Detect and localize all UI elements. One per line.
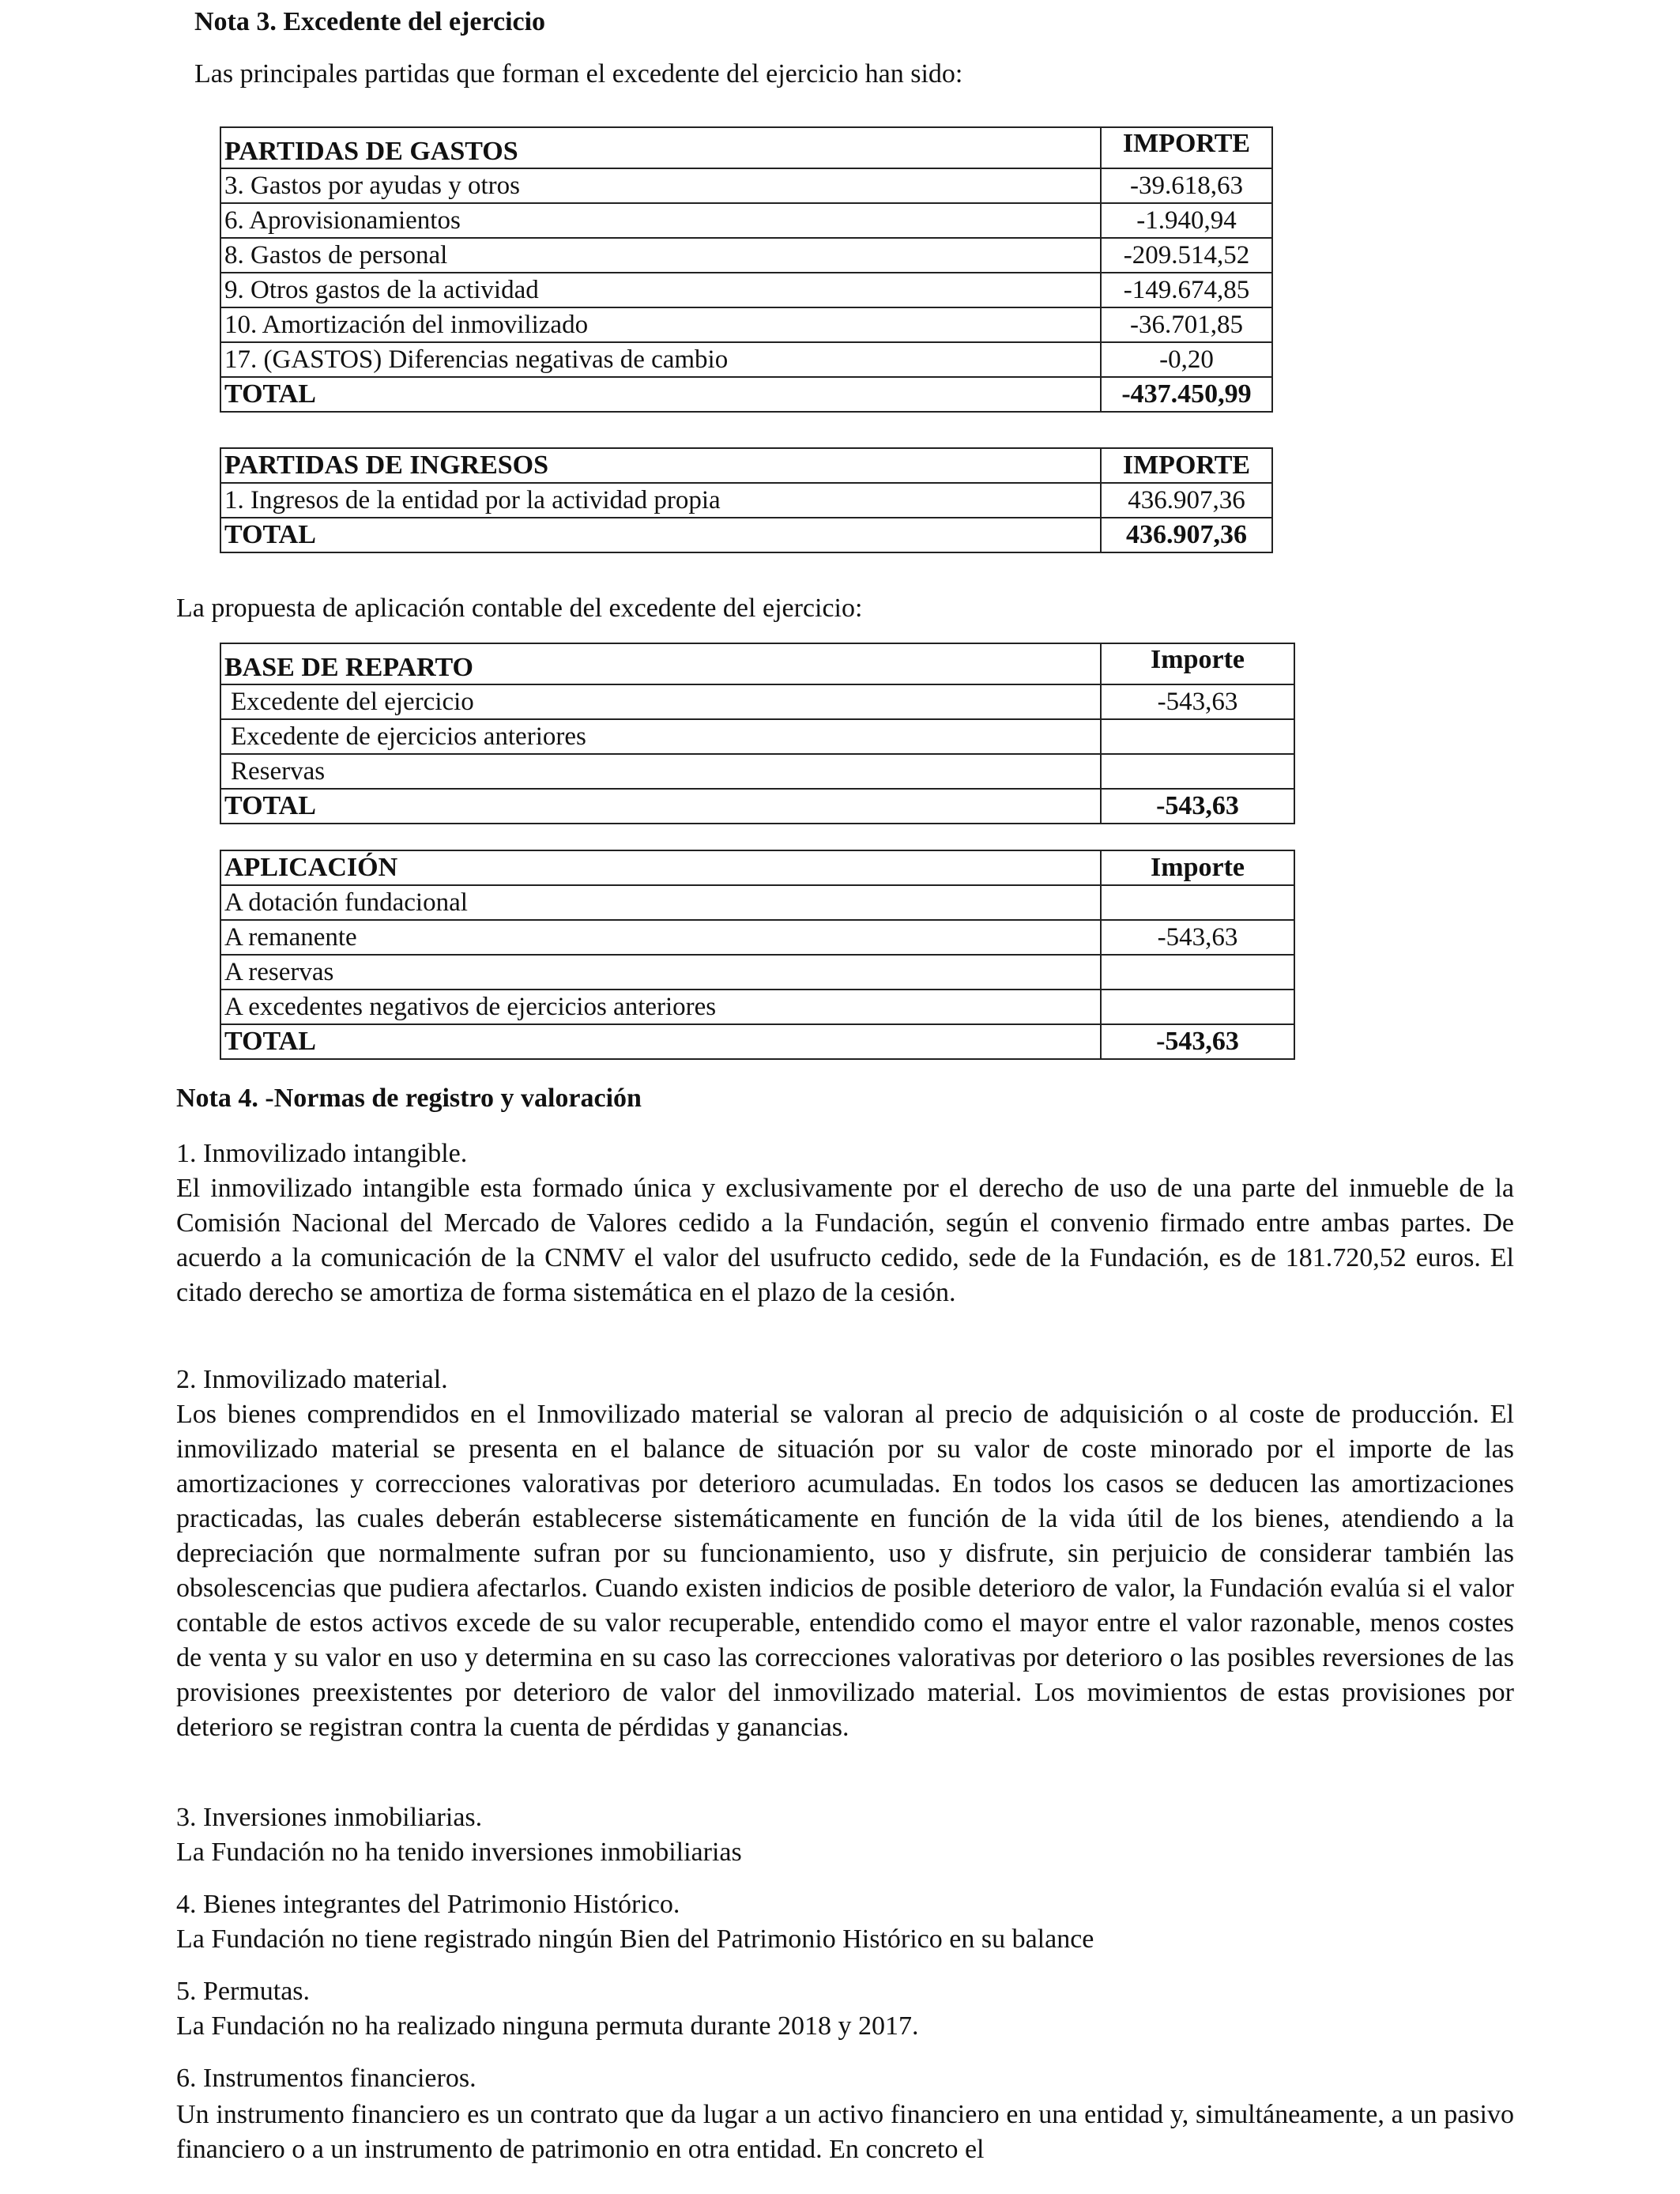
table-row <box>220 273 1272 307</box>
gastos-row-amount: -0,20 <box>1101 342 1272 377</box>
base-row-amount: -543,63 <box>1101 684 1294 719</box>
aplicacion-row-amount: -543,63 <box>1101 920 1294 955</box>
gastos-row-label: 10. Amortización del inmovilizado <box>220 307 1101 342</box>
section-title-inversiones: 3. Inversiones inmobiliarias. <box>176 1803 483 1832</box>
table-row <box>220 684 1294 719</box>
base-row-label: Excedente de ejercicios anteriores <box>220 719 1101 754</box>
aplicacion-table <box>220 850 1295 1060</box>
gastos-table <box>220 126 1273 413</box>
nota4-title: Nota 4. -Normas de registro y valoración <box>176 1084 642 1113</box>
section-title-inmovilizado-material: 2. Inmovilizado material. <box>176 1365 448 1394</box>
ingresos-total-label: TOTAL <box>220 518 1101 552</box>
base-total-label: TOTAL <box>220 789 1101 824</box>
gastos-row-label: 6. Aprovisionamientos <box>220 203 1101 238</box>
ingresos-table <box>220 447 1273 553</box>
ingresos-total-amount: 436.907,36 <box>1101 518 1272 552</box>
base-row-amount <box>1101 754 1294 789</box>
aplicacion-row-amount <box>1101 885 1294 920</box>
gastos-row-amount: -36.701,85 <box>1101 307 1272 342</box>
gastos-row-amount: -149.674,85 <box>1101 273 1272 307</box>
section-text-instrumentos: Un instrumento financiero es un contrato que da lugar a un activo financiero en una entidad y, simultáneamente, a un pasivo financiero o a un instrumento de patrimonio en otra entidad. En concreto el <box>176 2100 1514 2164</box>
aplicacion-total-amount: -543,63 <box>1101 1024 1294 1059</box>
table-row <box>220 342 1272 377</box>
section-title-patrimonio: 4. Bienes integrantes del Patrimonio Histórico. <box>176 1890 680 1919</box>
table-row <box>220 754 1294 789</box>
aplicacion-header-label: APLICACIÓN <box>220 850 1101 885</box>
aplicacion-row-label: A reservas <box>220 955 1101 990</box>
propuesta-text: La propuesta de aplicación contable del excedente del ejercicio: <box>176 594 863 623</box>
gastos-row-amount: -39.618,63 <box>1101 168 1272 203</box>
ingresos-header-label: PARTIDAS DE INGRESOS <box>220 448 1101 483</box>
ingresos-row-label: 1. Ingresos de la entidad por la actividad propia <box>220 483 1101 518</box>
aplicacion-row-label: A dotación fundacional <box>220 885 1101 920</box>
base-row-label: Excedente del ejercicio <box>220 684 1101 719</box>
section-title-instrumentos: 6. Instrumentos financieros. <box>176 2064 477 2093</box>
table-header-row <box>220 850 1294 885</box>
section-title-permutas: 5. Permutas. <box>176 1977 311 2006</box>
table-total-row <box>220 377 1272 412</box>
section-text-permutas: La Fundación no ha realizado ninguna permuta durante 2018 y 2017. <box>176 2011 919 2041</box>
table-row <box>220 719 1294 754</box>
aplicacion-total-label: TOTAL <box>220 1024 1101 1059</box>
nota3-title: Nota 3. Excedente del ejercicio <box>194 7 546 36</box>
section-text-inversiones: La Fundación no ha tenido inversiones inmobiliarias <box>176 1838 742 1867</box>
base-header-label: BASE DE REPARTO <box>220 643 1101 684</box>
gastos-row-label: 9. Otros gastos de la actividad <box>220 273 1101 307</box>
table-row <box>220 168 1272 203</box>
ingresos-header-amount: IMPORTE <box>1101 448 1272 483</box>
gastos-header-label: PARTIDAS DE GASTOS <box>220 127 1101 168</box>
table-row <box>220 920 1294 955</box>
base-row-label: Reservas <box>220 754 1101 789</box>
gastos-row-amount: -1.940,94 <box>1101 203 1272 238</box>
table-total-row <box>220 1024 1294 1059</box>
table-row <box>220 955 1294 990</box>
nota3-intro: Las principales partidas que forman el excedente del ejercicio han sido: <box>194 59 963 89</box>
section-text-patrimonio: La Fundación no tiene registrado ningún Bien del Patrimonio Histórico en su balance <box>176 1924 1094 1954</box>
table-header-row <box>220 127 1272 168</box>
table-header-row <box>220 643 1294 684</box>
table-total-row <box>220 518 1272 552</box>
section-text-inmovilizado-intangible: El inmovilizado intangible esta formado única y exclusivamente por el derecho de uso de una parte del inmueble de la Comisión Nacional del Mercado de Valores cedido a la Fundación, según el convenio firmado entre ambas partes. De acuerdo a la comunicación de la CNMV el valor del usufructo cedido, sede de la Fundación, es de 181.720,52 euros. El citado derecho se amortiza de forma sistemática en el plazo de la cesión. <box>176 1174 1514 1307</box>
aplicacion-row-label: A excedentes negativos de ejercicios anteriores <box>220 990 1101 1024</box>
base-reparto-table <box>220 643 1295 824</box>
gastos-row-label: 17. (GASTOS) Diferencias negativas de cambio <box>220 342 1101 377</box>
section-title-inmovilizado-intangible: 1. Inmovilizado intangible. <box>176 1139 468 1168</box>
gastos-total-label: TOTAL <box>220 377 1101 412</box>
section-text-inmovilizado-material: Los bienes comprendidos en el Inmovilizado material se valoran al precio de adquisición o al coste de producción. El inmovilizado material se presenta en el balance de situación por su valor de coste minorado por el importe de las amortizaciones y correcciones valorativas por deterioro acumuladas. En todos los casos se deducen las amortizaciones practicadas, las cuales deberán establecerse sistemáticamente en función de la vida útil de los bienes, atendiendo a la depreciación que normalmente sufran por su funcionamiento, uso y disfrute, sin perjuicio de considerar también las obsolescencias que pudiera afectarlos. Cuando existen indicios de posible deterioro de valor, la Fundación evalúa si el valor contable de estos activos excede de su valor recuperable, entendido como el mayor entre el valor razonable, menos costes de venta y su valor en uso y determina en su caso las correcciones valorativas por deterioro o las posibles reversiones de las provisiones preexistentes por deterioro de valor del inmovilizado material. Los movimientos de estas provisiones por deterioro se registran contra la cuenta de pérdidas y ganancias. <box>176 1400 1514 1742</box>
table-row <box>220 885 1294 920</box>
gastos-header-amount: IMPORTE <box>1101 127 1272 168</box>
aplicacion-row-label: A remanente <box>220 920 1101 955</box>
gastos-row-label: 8. Gastos de personal <box>220 238 1101 273</box>
table-row <box>220 990 1294 1024</box>
table-row <box>220 203 1272 238</box>
table-row <box>220 307 1272 342</box>
gastos-total-amount: -437.450,99 <box>1101 377 1272 412</box>
ingresos-row-amount: 436.907,36 <box>1101 483 1272 518</box>
aplicacion-header-amount: Importe <box>1101 850 1294 885</box>
base-row-amount <box>1101 719 1294 754</box>
table-total-row <box>220 789 1294 824</box>
table-row <box>220 238 1272 273</box>
gastos-row-label: 3. Gastos por ayudas y otros <box>220 168 1101 203</box>
table-header-row <box>220 448 1272 483</box>
aplicacion-row-amount <box>1101 955 1294 990</box>
base-header-amount: Importe <box>1101 643 1294 684</box>
gastos-row-amount: -209.514,52 <box>1101 238 1272 273</box>
base-total-amount: -543,63 <box>1101 789 1294 824</box>
table-row <box>220 483 1272 518</box>
aplicacion-row-amount <box>1101 990 1294 1024</box>
